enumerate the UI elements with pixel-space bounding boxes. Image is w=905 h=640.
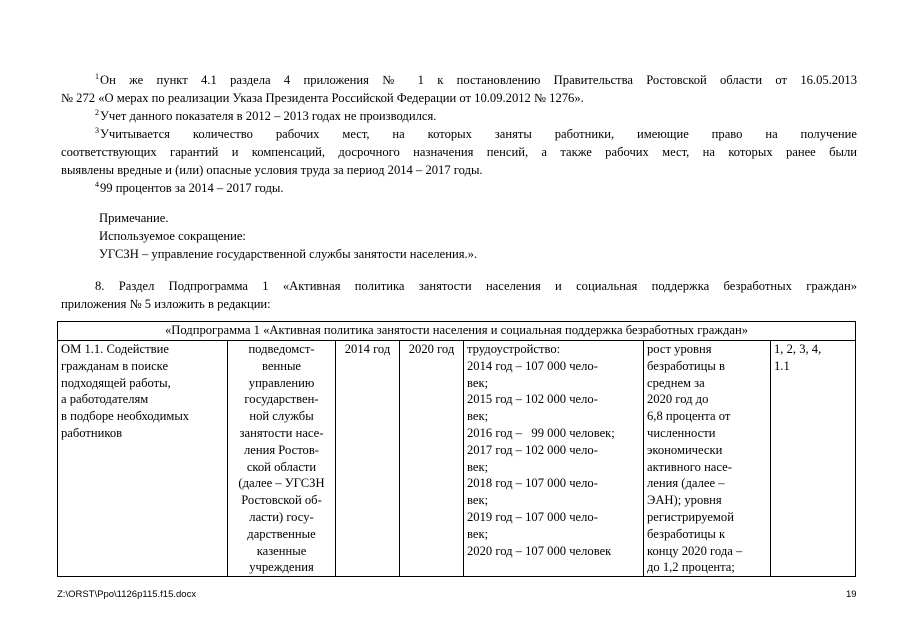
footnote-3 [61,122,857,179]
executor-line: ления Ростов- [244,442,319,457]
footnote-1 [61,68,857,107]
consequence-line: концу 2020 года – [647,543,743,558]
consequence-line: регистрируемой [647,509,734,524]
note-block [99,209,477,263]
executor-line: Ростовской об- [241,493,322,508]
executor-line: казенные [256,543,307,558]
links-cell [771,341,856,577]
result-line: 2020 год – 107 000 человек [467,543,612,558]
result-line: 2016 год – 99 000 человек; [467,425,615,440]
footnote-text: № 272 «О мерах по реализации Указа Президента Российской Федерации от 10.09.2012 № 1276». [61,91,584,105]
result-line: век; [467,493,489,508]
consequence-line: среднем за [647,375,705,390]
measure-line: гражданам в поиске [61,358,169,373]
result-line: трудоустройство: [467,342,561,356]
measure-line: ОМ 1.1. Содействие [61,342,169,356]
consequence-line: 6,8 процента от [647,409,731,424]
section-intro [61,277,857,313]
measure-cell [58,341,228,577]
measure-line: работников [61,425,123,440]
result-line: 2015 год – 102 000 чело- [467,392,598,407]
consequence-line: численности [647,425,716,440]
result-line: 2014 год – 107 000 чело- [467,358,598,373]
consequence-line: безработицы к [647,526,726,541]
consequence-line: ления (далее – [647,476,725,491]
executor-line: ской области [246,459,317,474]
result-line: век; [467,409,489,424]
consequence-line: безработицы в [647,358,725,373]
result-line: 2018 год – 107 000 чело- [467,476,598,491]
executor-line: государствен- [244,392,319,407]
result-cell [464,341,644,577]
table-header: «Подпрограмма 1 «Активная политика занятости населения и социальная поддержка безработных граждан» [58,322,856,341]
footnote-text: Учет данного показателя в 2012 – 2013 годах не производился. [100,109,437,123]
subprogram-table [57,321,856,577]
note-abbr: УГСЗН – управление государственной службы занятости населения.». [99,247,478,261]
note-title: Примечание. [99,211,169,225]
footnote-marker: 1 [95,72,99,81]
executor-line: учреждения [249,560,314,575]
page-number: 19 [846,589,857,600]
note-abbr-heading: Используемое сокращение: [99,229,246,243]
consequence-line: ЭАН); уровня [647,493,722,508]
footnote-marker: 2 [95,108,99,117]
footnote-text: соответствующих гарантий и компенсаций, досрочного назначения пенсий, а также рабочих мест, на которых ранее были [61,145,857,159]
end-year-cell: 2020 год [400,341,464,577]
consequence-line: до 1,2 процента; [647,560,735,575]
section-line-1: 8. Раздел Подпрограмма 1 «Активная политика занятости населения и социальная поддержка безработных граждан» [95,279,857,293]
measure-line: в подборе необходимых [61,409,190,424]
executor-cell [228,341,336,577]
measure-line: а работодателям [61,392,149,407]
result-line: век; [467,526,489,541]
result-line: 2019 год – 107 000 чело- [467,509,598,524]
executor-line: занятости насе- [239,425,324,440]
result-line: век; [467,459,489,474]
consequence-line: активного насе- [647,459,732,474]
executor-line: ной службы [249,409,314,424]
footnote-4 [61,176,857,197]
executor-line: дарственные [247,526,316,541]
table-row [58,341,856,577]
start-year-cell: 2014 год [336,341,400,577]
footnote-marker: 3 [95,126,99,135]
consequence-line: экономически [647,442,723,457]
executor-line: ласти) госу- [249,509,314,524]
footnote-text: Он же пункт 4.1 раздела 4 приложения № 1 к постановлению Правительства Ростовской области от 16.05.2013 [100,73,857,87]
executor-line: подведомст- [248,342,315,356]
consequence-line: 2020 год до [647,392,709,407]
executor-line: (далее – УГСЗН [238,476,325,491]
consequence-cell [644,341,771,577]
footnote-text: выявлены вредные и (или) опасные условия труда за период 2014 – 2017 годы. [61,163,483,177]
consequence-line: рост уровня [647,342,712,356]
footnote-text: 99 процентов за 2014 – 2017 годы. [100,181,284,195]
executor-line: управлению [248,375,315,390]
section-line-2: приложения № 5 изложить в редакции: [61,297,271,311]
links-line: 1.1 [774,358,790,373]
result-line: 2017 год – 102 000 чело- [467,442,598,457]
footnote-text: Учитывается количество рабочих мест, на которых заняты работники, имеющие право на получение [100,127,857,141]
executor-line: венные [262,358,301,373]
table-header-row [58,322,856,341]
result-line: век; [467,375,489,390]
links-line: 1, 2, 3, 4, [774,342,822,356]
footnote-marker: 4 [95,180,99,189]
file-path: Z:\ORST\Ppo\1126p115.f15.docx [57,589,197,600]
measure-line: подходящей работы, [61,375,171,390]
